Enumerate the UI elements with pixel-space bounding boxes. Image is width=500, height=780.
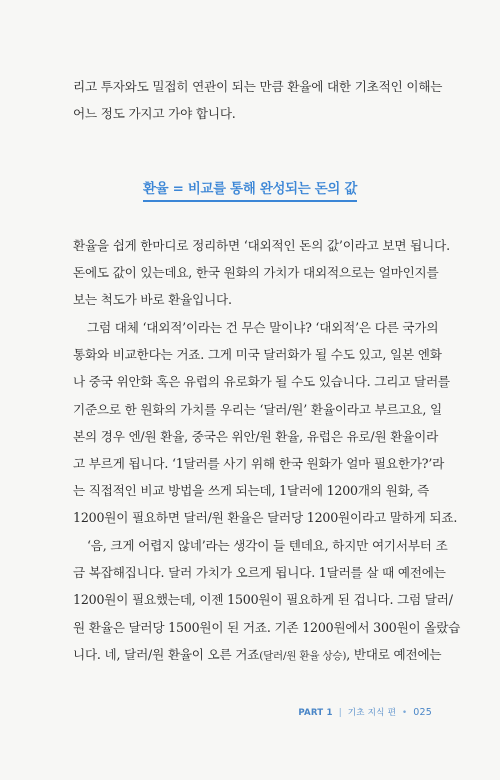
section-heading-text: 환율 = 비교를 통해 완성되는 돈의 값	[143, 178, 357, 202]
text-line: 그럼 대체 ‘대외적’이라는 건 무슨 말이냐? ‘대외적’은 다른 국가의	[87, 320, 439, 335]
text-segment: , 반대로 예전에는	[346, 646, 442, 662]
section-label: 기초 지식 편	[347, 708, 397, 718]
text-line: 리고 투자와도 밀접히 연관이 되는 만큼 환율에 대한 기초적인 이해는	[73, 79, 443, 94]
footer-bullet: •	[402, 708, 408, 718]
part-label: PART 1	[298, 708, 333, 718]
text-line: 1200원이 필요하면 달러/원 환율은 달러당 1200원이라고 말하게 되죠.	[73, 510, 458, 526]
page-footer	[298, 706, 432, 718]
text-line: 돈에도 값이 있는데요, 한국 원화의 가치가 대외적으로는 얼마인지를	[73, 265, 439, 281]
text-line-last	[73, 641, 442, 670]
text-line: 고 부르게 됩니다. ‘1달러를 사기 위해 한국 원화가 얼마 필요한가?’라	[73, 456, 445, 472]
paragraph-1	[73, 232, 450, 314]
text-line: 통화와 비교한다는 거죠. 그게 미국 달러화가 될 수도 있고, 일본 엔화	[73, 347, 442, 363]
footer-separator: |	[338, 708, 342, 718]
page-number: 025	[413, 707, 432, 718]
text-line: 원 환율은 달러당 1500원이 된 거죠. 기존 1200원에서 300원이 올랐습	[73, 619, 461, 635]
text-line: 기준으로 한 원화의 가치를 우리는 ‘달러/원’ 환율이라고 부르고요, 일	[73, 401, 442, 417]
text-line: 본의 경우 엔/원 환율, 중국은 위안/원 환율, 유럽은 유로/원 환율이라	[73, 428, 439, 444]
parenthetical-note: (달러/원 환율 상승)	[259, 649, 347, 662]
text-line: 환율을 쉽게 한마디로 정리하면 ‘대외적인 돈의 값’이라고 보면 됩니다.	[73, 238, 450, 253]
section-heading	[0, 178, 500, 202]
paragraph-2	[73, 314, 458, 532]
text-line: 1200원이 필요했는데, 이젠 1500원이 필요하게 된 겁니다. 그럼 달러/	[73, 592, 453, 608]
text-segment: 니다. 네, 달러/원 환율이 오른 거죠	[73, 646, 260, 662]
text-line: 금 복잡해집니다. 달러 가치가 오르게 됩니다. 1달러를 살 때 예전에는	[73, 565, 446, 581]
text-line: 보는 척도가 바로 환율입니다.	[73, 292, 232, 308]
text-line: 어느 정도 가지고 가야 합니다.	[73, 106, 236, 122]
intro-paragraph	[73, 73, 443, 127]
text-line: 나 중국 위안화 혹은 유럽의 유로화가 될 수도 있습니다. 그리고 달러를	[73, 374, 450, 390]
text-line: 는 직접적인 비교 방법을 쓰게 되는데, 1달러에 1200개의 원화, 즉	[73, 483, 430, 499]
text-line: ‘음, 크게 어렵지 않네’라는 생각이 들 텐데요, 하지만 여기서부터 조	[87, 538, 448, 553]
paragraph-3	[73, 532, 461, 670]
